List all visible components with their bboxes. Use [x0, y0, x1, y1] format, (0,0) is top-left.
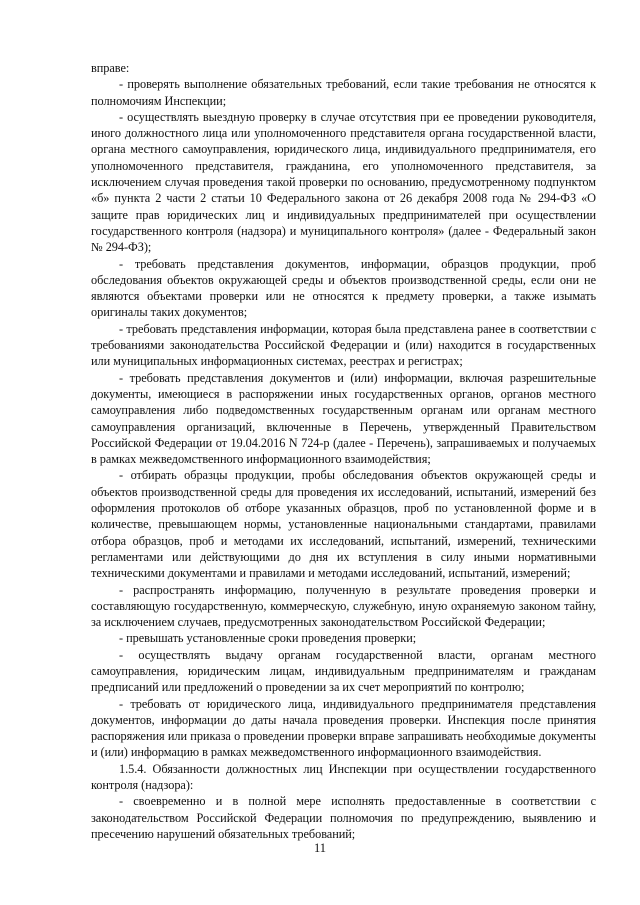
paragraph-item: - проверять выполнение обязательных требований, если такие требования не относятся к полномочиям Инспекции; [91, 77, 596, 108]
paragraph-item: - требовать представления документов, информации, образцов продукции, проб обследования объектов окружающей среды и объектов производственной среды, если они не являются объектами проверки или не относятся к предмету проверки, а также изымать оригиналы таких документов; [91, 256, 596, 320]
paragraph-item: - требовать представления информации, которая была представлена ранее в соответствии с требованиями законодательства Российской Федерации и (или) находится в государственных или муниципальных информационных системах, реестрах и регистрах; [91, 321, 596, 369]
document-body [91, 60, 596, 842]
paragraph-item: - требовать от юридического лица, индивидуального предпринимателя представления документов, информации до даты начала проведения проверки. Инспекция после принятия распоряжения или приказа о проведении проверки вправе запрашивать необходимые документы и (или) информацию в рамках межведомственного информационного взаимодействия. [91, 696, 596, 760]
paragraph-item: - осуществлять выдачу органам государственной власти, органам местного самоуправления, юридическим лицам, индивидуальным предпринимателям и гражданам предписаний или предложений о проведении за их счет мероприятий по контролю; [91, 647, 596, 695]
paragraph-item: - своевременно и в полной мере исполнять предоставленные в соответствии с законодательством Российской Федерации полномочия по предупреждению, выявлению и пресечению нарушений обязательных требований; [91, 794, 596, 841]
page-number: 11 [313, 841, 327, 855]
paragraph-item: - отбирать образцы продукции, пробы обследования объектов окружающей среды и объектов производственной среды для проведения их исследований, испытаний, измерений без оформления протоколов об отборе указанных образцов, проб по установленной форме и в количестве, превышающем нормы, установленные национальными стандартами, правилами отбора образцов, проб и методами их исследований, испытаний, измерений, техническими регламентами или действующими до дня их вступления в силу иными нормативными техническими документами и правилами и методами исследований, испытаний, измерений; [91, 468, 596, 581]
paragraph-item: - осуществлять выездную проверку в случае отсутствия при ее проведении руководителя, иного должностного лица или уполномоченного представителя органа государственной власти, органа местного самоуправления, юридического лица, индивидуального предпринимателя, его уполномоченного представителя, гражданина, его уполномоченного представителя, за исключением случая проведения такой проверки по основанию, предусмотренному подпунктом «б» пункта 2 части 2 статьи 10 Федерального закона от 26 декабря 2008 года № 294-ФЗ «О защите прав юридических лиц и индивидуальных предпринимателей при осуществлении государственного контроля (надзора) и муниципального контроля» (далее - Федеральный закон № 294-ФЗ); [91, 109, 596, 255]
section-heading-paragraph: 1.5.4. Обязанности должностных лиц Инспекции при осуществлении государственного контроля (надзора): [91, 761, 596, 793]
paragraph-item: - превышать установленные сроки проведения проверки; [119, 631, 417, 646]
paragraph-continuation: вправе: [91, 61, 130, 75]
paragraph-item: - распространять информацию, полученную в результате проведения проверки и составляющую государственную, коммерческую, служебную, иную охраняемую законом тайну, за исключением случаев, предусмотренных законодательством Российской Федерации; [91, 582, 596, 630]
paragraph-item: - требовать представления документов и (или) информации, включая разрешительные документы, имеющиеся в распоряжении иных государственных органов, органов местного самоуправления либо подведомственных государственным органам или органам местного самоуправления организаций, включенные в Перечень, утвержденный Правительством Российской Федерации от 19.04.2016 N 724-р (далее - Перечень), запрашиваемых и получаемых в рамках межведомственного информационного взаимодействия; [91, 370, 596, 467]
